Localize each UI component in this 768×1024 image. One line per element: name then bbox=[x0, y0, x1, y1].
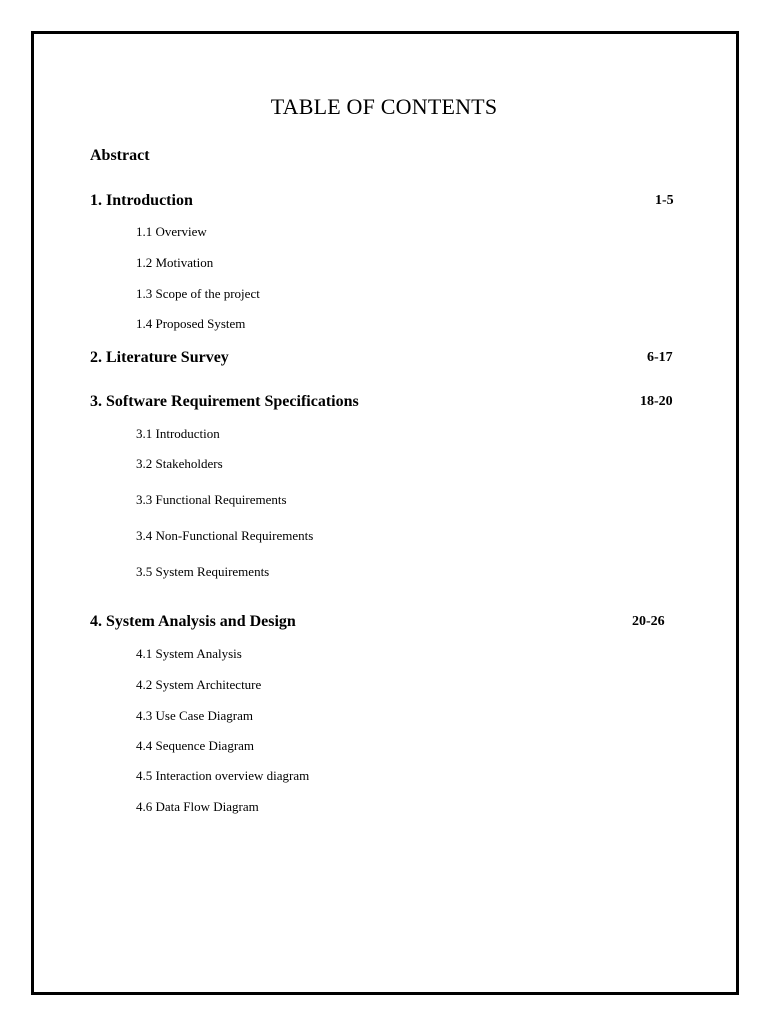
toc-subsection-title: 4.1 System Analysis bbox=[136, 646, 242, 661]
toc-subsection-title: 4.6 Data Flow Diagram bbox=[136, 799, 259, 814]
toc-subsection-title: 4.5 Interaction overview diagram bbox=[136, 768, 310, 783]
toc-subsection[interactable] bbox=[0, 426, 768, 450]
toc-section-title: 4. System Analysis and Design bbox=[90, 613, 296, 630]
toc-section-pages: 6-17 bbox=[647, 350, 673, 365]
toc-subsection[interactable] bbox=[0, 677, 768, 701]
toc-abstract-label: Abstract bbox=[90, 147, 150, 164]
toc-subsection-title: 4.4 Sequence Diagram bbox=[136, 738, 255, 753]
toc-entry-abstract[interactable] bbox=[0, 147, 768, 171]
toc-subsection-title: 1.3 Scope of the project bbox=[136, 286, 260, 301]
toc-section-pages: 20-26 bbox=[632, 614, 665, 629]
toc-subsection-title: 4.3 Use Case Diagram bbox=[136, 708, 253, 723]
toc-subsection[interactable] bbox=[0, 255, 768, 279]
toc-subsection[interactable] bbox=[0, 646, 768, 670]
toc-subsection[interactable] bbox=[0, 492, 768, 516]
toc-subsection[interactable] bbox=[0, 456, 768, 480]
toc-subsection[interactable] bbox=[0, 768, 768, 792]
toc-subsection-title: 3.5 System Requirements bbox=[136, 564, 270, 579]
toc-section-2[interactable] bbox=[0, 349, 768, 373]
toc-section-title: 2. Literature Survey bbox=[90, 349, 229, 366]
toc-section-pages: 1-5 bbox=[655, 193, 674, 208]
toc-section-title: 3. Software Requirement Specifications bbox=[90, 393, 359, 410]
toc-subsection[interactable] bbox=[0, 738, 768, 762]
toc-subsection[interactable] bbox=[0, 564, 768, 588]
toc-subsection-title: 3.2 Stakeholders bbox=[136, 456, 223, 471]
toc-subsection[interactable] bbox=[0, 316, 768, 340]
toc-section-1[interactable] bbox=[0, 192, 768, 216]
toc-subsection[interactable] bbox=[0, 708, 768, 732]
toc-subsection[interactable] bbox=[0, 224, 768, 248]
toc-subsection-title: 3.4 Non-Functional Requirements bbox=[136, 528, 314, 543]
page-title: TABLE OF CONTENTS bbox=[270, 94, 498, 119]
toc-section-title: 1. Introduction bbox=[90, 192, 193, 209]
toc-subsection-title: 3.1 Introduction bbox=[136, 426, 220, 441]
toc-section-3[interactable] bbox=[0, 393, 768, 417]
toc-subsection-title: 1.1 Overview bbox=[136, 224, 207, 239]
toc-section-4[interactable] bbox=[0, 613, 768, 637]
toc-subsection[interactable] bbox=[0, 528, 768, 552]
toc-subsection[interactable] bbox=[0, 799, 768, 823]
toc-subsection-title: 4.2 System Architecture bbox=[136, 677, 262, 692]
toc-subsection-title: 1.2 Motivation bbox=[136, 255, 214, 270]
toc-section-pages: 18-20 bbox=[640, 394, 673, 409]
toc-subsection-title: 3.3 Functional Requirements bbox=[136, 492, 287, 507]
toc-subsection[interactable] bbox=[0, 286, 768, 310]
toc-subsection-title: 1.4 Proposed System bbox=[136, 316, 246, 331]
